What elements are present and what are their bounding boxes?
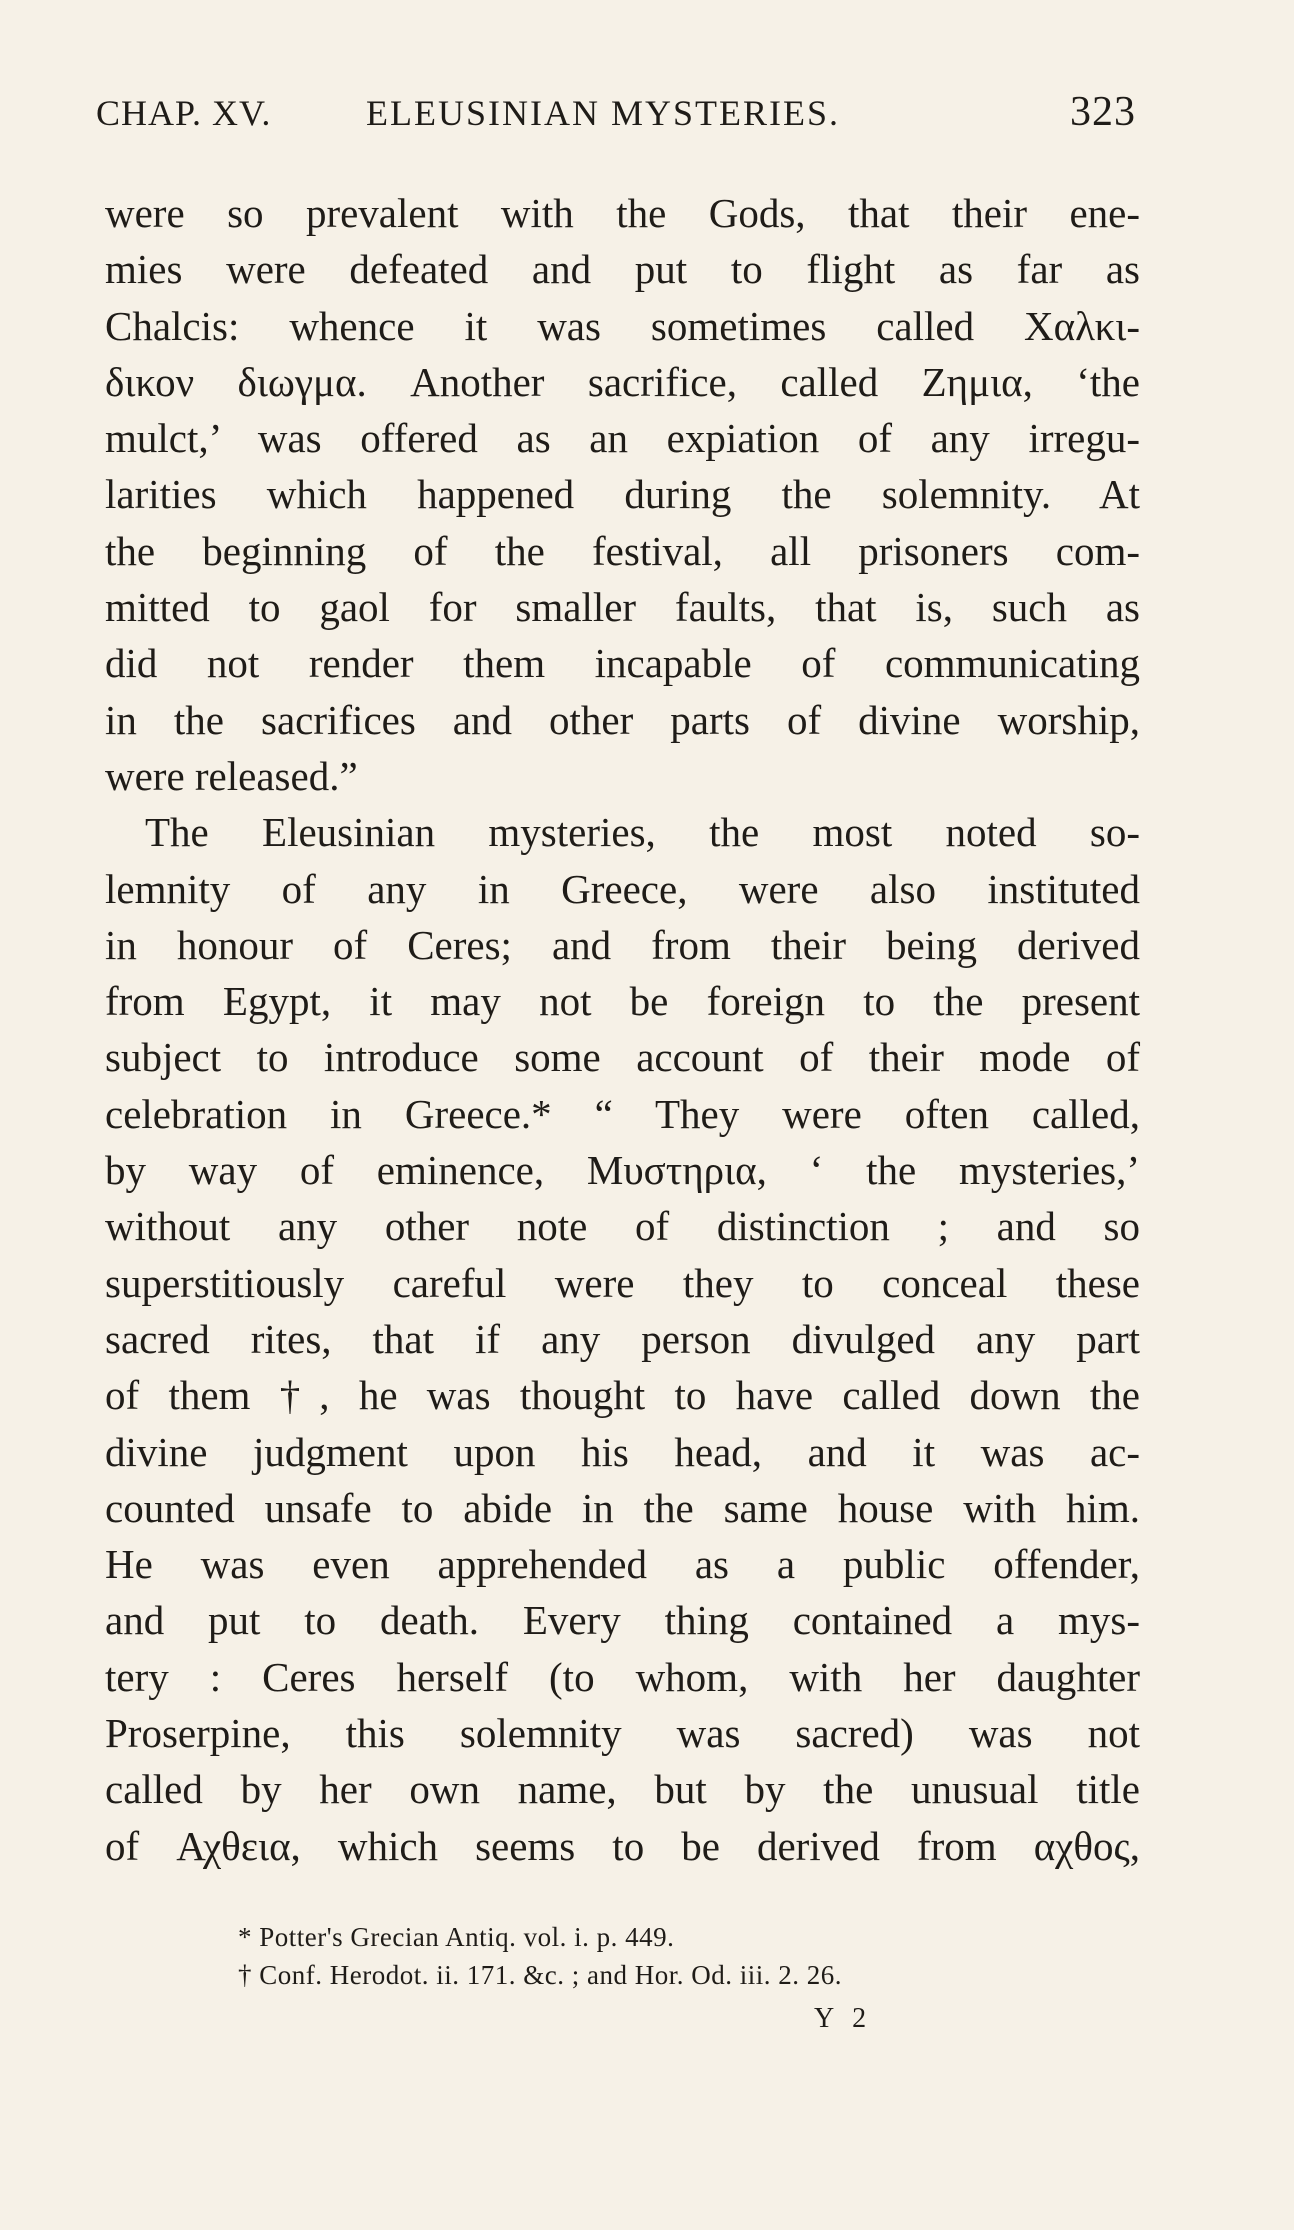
signature-mark: Y 2 xyxy=(814,2003,873,2034)
running-title: ELEUSINIAN MYSTERIES. xyxy=(366,93,840,133)
text-line: subject to introduce some account of their mode of xyxy=(105,1034,1140,1081)
text-line: counted unsafe to abide in the same house with him. xyxy=(105,1484,1140,1531)
text-line: in honour of Ceres; and from their being derived xyxy=(105,921,1140,968)
text-line: by way of eminence, Μυστηρια, ‘ the mysteries,’ xyxy=(105,1147,1140,1194)
text-line: lemnity of any in Greece, were also instituted xyxy=(105,865,1140,912)
text-line: were released.” xyxy=(105,752,358,799)
text-line: and put to death. Every thing contained a mys- xyxy=(105,1597,1140,1644)
text-line: tery : Ceres herself (to whom, with her daughter xyxy=(105,1653,1140,1700)
running-head xyxy=(96,89,1136,142)
text-line: in the sacrifices and other parts of divine worship, xyxy=(105,696,1140,743)
paragraph-start-line: The Eleusinian mysteries, the most noted so- xyxy=(145,809,1140,856)
text-line: divine judgment upon his head, and it was ac- xyxy=(105,1428,1140,1475)
text-line: called by her own name, but by the unusual title xyxy=(105,1766,1140,1813)
text-line: sacred rites, that if any person divulged any part xyxy=(105,1315,1140,1362)
body-text xyxy=(105,185,1140,1874)
footnotes xyxy=(238,1918,1118,1994)
text-line: of them †, he was thought to have called down the xyxy=(105,1372,1140,1419)
text-line: from Egypt, it may not be foreign to the present xyxy=(105,978,1140,1025)
text-line: mitted to gaol for smaller faults, that is, such as xyxy=(105,584,1140,631)
text-line: were so prevalent with the Gods, that their ene- xyxy=(105,190,1140,236)
text-line: celebration in Greece.* “ They were often called, xyxy=(105,1090,1140,1137)
page-number: 323 xyxy=(1070,89,1136,135)
footnote: † Conf. Herodot. ii. 171. &c. ; and Hor. Od. iii. 2. 26. xyxy=(238,1960,842,1990)
text-line: Chalcis: whence it was sometimes called Χαλκι- xyxy=(105,302,1140,349)
text-line: mulct,’ was offered as an expiation of any irregu- xyxy=(105,415,1140,462)
text-line: mies were defeated and put to flight as far as xyxy=(105,246,1140,293)
text-line: Proserpine, this solemnity was sacred) was not xyxy=(105,1710,1140,1757)
chapter-label: CHAP. XV. xyxy=(96,93,272,133)
text-line: without any other note of distinction ; and so xyxy=(105,1203,1140,1250)
text-line: of Αχθεια, which seems to be derived from αχθος, xyxy=(105,1822,1140,1869)
text-line: did not render them incapable of communicating xyxy=(105,640,1140,687)
text-line: superstitiously careful were they to conceal these xyxy=(105,1259,1140,1306)
text-line: He was even apprehended as a public offender, xyxy=(105,1541,1140,1588)
footnote: * Potter's Grecian Antiq. vol. i. p. 449. xyxy=(238,1922,675,1952)
text-line: the beginning of the festival, all prisoners com- xyxy=(105,527,1140,574)
text-line: larities which happened during the solemnity. At xyxy=(105,471,1140,518)
text-line: δικον διωγμα. Another sacrifice, called Ζημια, ‘the xyxy=(105,358,1140,405)
